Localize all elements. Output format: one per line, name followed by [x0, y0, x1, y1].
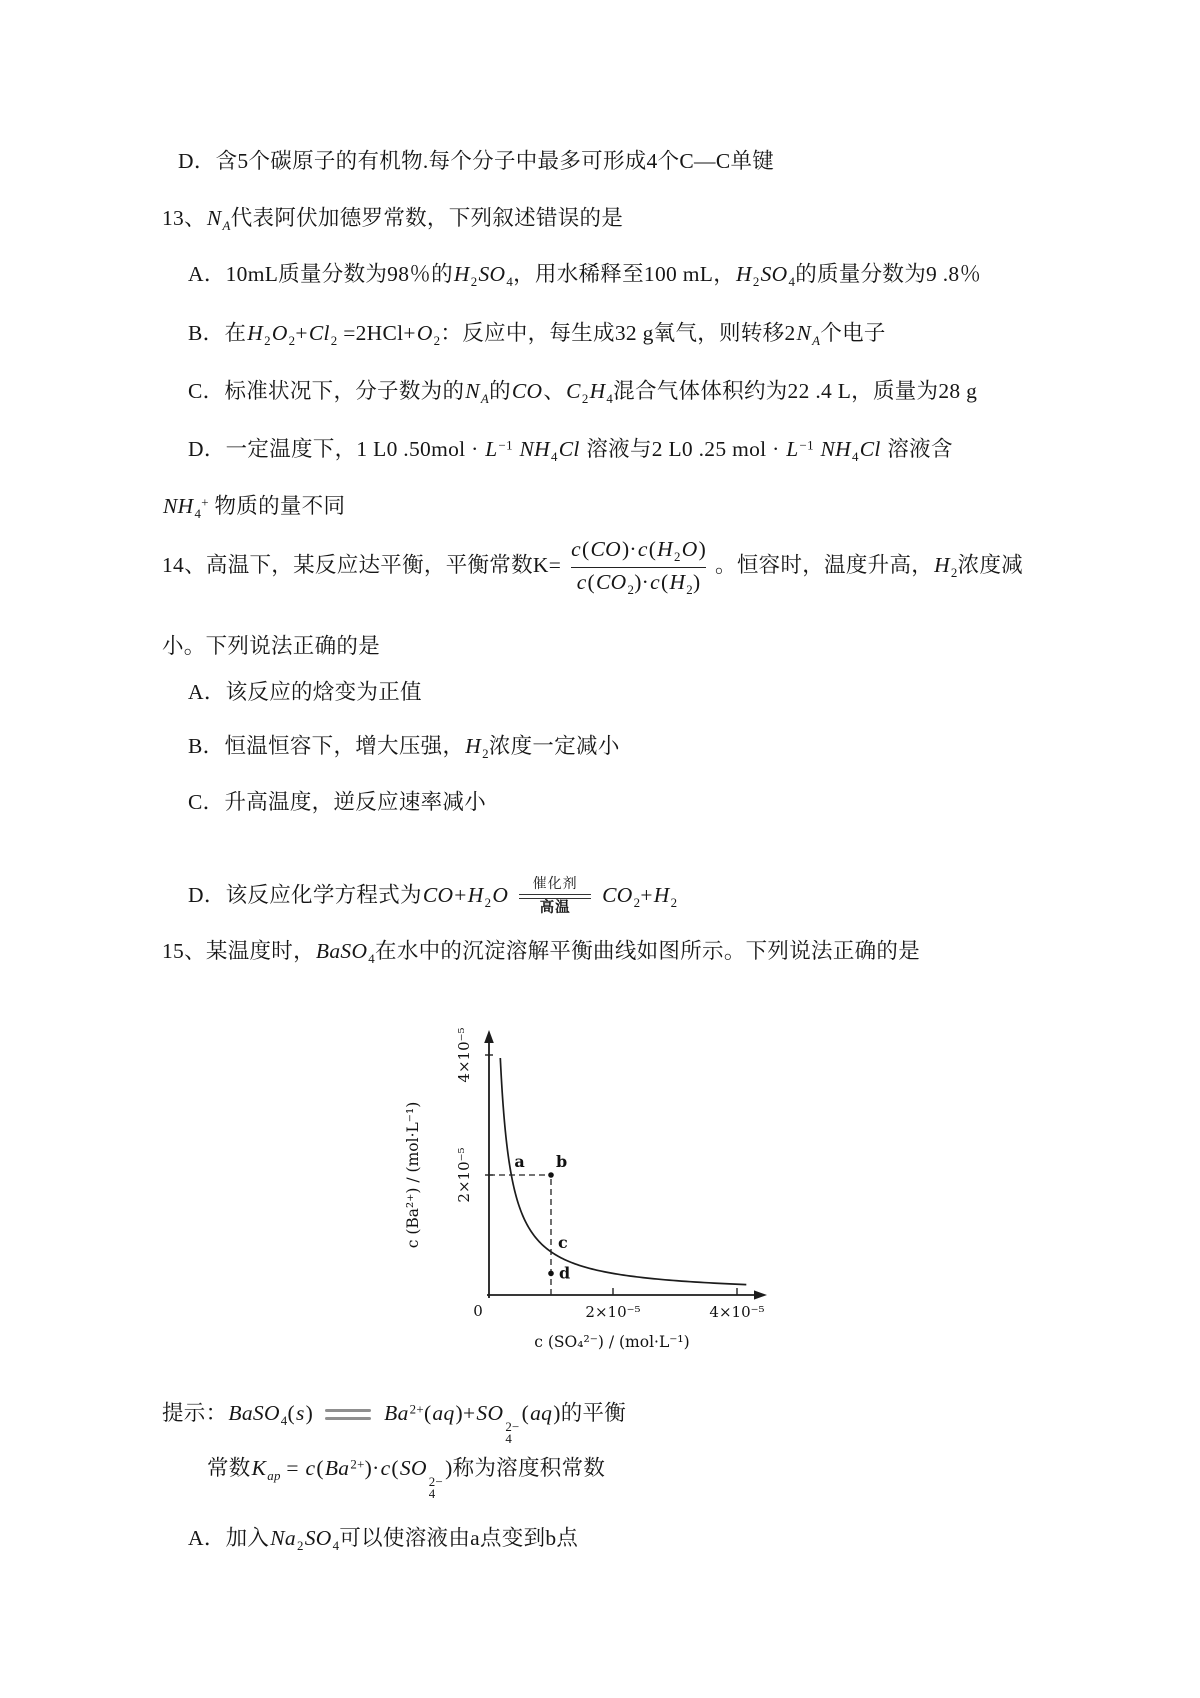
text-segment: 4	[368, 951, 376, 966]
text-segment: )	[553, 1401, 561, 1425]
text-segment: 提示：	[162, 1401, 228, 1425]
text-segment: 4	[606, 391, 614, 406]
text-line-q13d2	[162, 491, 345, 524]
text-segment: BaSO	[315, 939, 368, 963]
text-segment: (	[391, 1456, 399, 1480]
fraction-numerator	[565, 536, 711, 567]
y-axis-tick-label: 4×10⁻⁵	[455, 1027, 473, 1083]
text-segment: ap	[267, 1468, 281, 1483]
text-segment: )	[693, 569, 701, 594]
text-segment: C	[566, 379, 581, 403]
equilibrium-arrow-icon	[325, 1408, 371, 1421]
text-segment: NH	[163, 494, 194, 518]
text-segment: Cl	[558, 437, 580, 461]
x-axis-tick-label: 2×10⁻⁵	[585, 1303, 641, 1321]
text-segment: SO	[399, 1456, 427, 1480]
text-segment: )+	[455, 1401, 476, 1425]
text-segment: 代表阿伏加德罗常数，下列叙述错误的是	[230, 206, 624, 230]
text-segment: A	[480, 391, 490, 406]
text-segment: )	[305, 1401, 314, 1425]
text-segment: SO	[304, 1526, 332, 1550]
text-segment: 常数	[207, 1456, 251, 1480]
text-segment: +	[295, 321, 308, 345]
text-segment: A	[812, 333, 821, 348]
text-segment: 、	[543, 379, 566, 403]
text-segment: H	[589, 379, 606, 403]
chart-figure	[394, 1025, 784, 1370]
text-line-q14	[162, 536, 1023, 598]
text-segment: 2	[330, 333, 338, 348]
text-line-q13b	[188, 318, 886, 351]
arrow-top-label: 催化剂	[532, 877, 578, 892]
text-segment: 2	[482, 746, 489, 761]
text-segment: 2	[670, 895, 678, 910]
text-segment: 。恒容时，温度升高，	[715, 553, 934, 578]
text-segment: c	[650, 569, 660, 594]
text-segment: )	[445, 1456, 453, 1480]
text-segment: H	[453, 262, 470, 286]
text-segment: 2	[288, 333, 296, 348]
reaction-condition-arrow	[519, 878, 591, 916]
point-label-b: b	[556, 1152, 568, 1171]
text-segment: Na	[270, 1526, 296, 1550]
text-segment: ：反应中，每生成32 g氧气，则转移2	[440, 321, 796, 345]
text-segment: SO	[760, 262, 788, 286]
text-segment: 的质量分数为9 .8％	[795, 262, 982, 286]
sub-sup-stack	[505, 1421, 519, 1446]
text-segment: 4	[332, 1538, 340, 1553]
text-line-q15a	[188, 1523, 578, 1556]
text-segment: SO	[478, 262, 506, 286]
text-line-q13c	[188, 376, 977, 409]
text-line-q14b	[188, 731, 620, 764]
text-segment: ，用水稀释至100 mL，	[513, 262, 735, 286]
stack-subscript: 4	[505, 1432, 513, 1447]
text-segment: 的	[489, 379, 511, 403]
text-segment: N	[796, 321, 812, 345]
text-line-q12d	[178, 146, 774, 177]
text-line-q14a	[188, 677, 422, 708]
text-segment: 4	[506, 274, 514, 289]
text-segment: 4	[280, 1413, 288, 1428]
text-segment: c	[305, 1456, 316, 1480]
text-segment: aq	[530, 1401, 553, 1425]
text-segment: O	[681, 537, 698, 561]
text-segment: 在水中的沉淀溶解平衡曲线如图所示。下列说法正确的是	[375, 939, 921, 963]
text-segment: 可以使溶液由a点变到b点	[339, 1526, 579, 1550]
text-segment: H	[657, 537, 673, 561]
text-segment: +	[640, 882, 653, 907]
y-axis-tick-label: 2×10⁻⁵	[455, 1147, 473, 1203]
text-segment	[814, 437, 820, 461]
text-line-hint	[162, 1398, 626, 1446]
text-segment: O	[271, 321, 288, 345]
text-segment: 小。下列说法正确的是	[162, 634, 381, 658]
text-segment: A	[222, 218, 231, 233]
text-segment: (	[660, 569, 669, 594]
text-segment: NH	[519, 437, 550, 461]
text-segment: (	[648, 537, 657, 561]
text-segment: H	[467, 882, 484, 907]
text-segment: s	[296, 1401, 305, 1425]
point-label-d: d	[559, 1263, 571, 1283]
text-segment: 14、高温下，某反应达平衡，平衡常数K=	[162, 553, 562, 578]
text-segment: c	[576, 569, 587, 594]
solubility-equilibrium-curve	[500, 1058, 746, 1285]
text-segment: A．加入	[188, 1526, 270, 1550]
solubility-chart	[394, 1025, 784, 1370]
x-axis-title: c (SO₄²⁻) / (mol·L⁻¹)	[534, 1333, 690, 1351]
stack-superscript: 2−	[428, 1475, 444, 1490]
text-segment: L	[786, 437, 799, 461]
text-segment: H	[934, 553, 950, 578]
text-segment: )·	[364, 1456, 380, 1480]
text-segment: 2	[433, 333, 441, 348]
arrow-shaft	[519, 894, 591, 899]
text-segment: 15、某温度时，	[162, 939, 315, 963]
fraction	[565, 536, 711, 598]
text-segment: 2	[470, 274, 478, 289]
text-segment: 2+	[350, 1457, 365, 1472]
text-segment: A．该反应的焓变为正值	[188, 680, 422, 704]
text-segment: CO	[590, 537, 621, 561]
text-segment: H	[669, 569, 686, 594]
stack-subscript: 4	[428, 1487, 436, 1502]
text-segment: 2+	[409, 1402, 424, 1417]
text-segment: 2	[674, 549, 681, 564]
text-segment: B．恒温恒容下，增大压强，	[188, 734, 465, 758]
text-segment: C．升高温度，逆反应速率减小	[188, 790, 487, 814]
text-line-q14d	[188, 878, 677, 916]
text-segment: Cl	[859, 437, 881, 461]
text-segment: D．含5个碳原子的有机物.每个分子中最多可形成4个C—C单键	[178, 149, 775, 173]
text-segment: BaSO	[228, 1401, 280, 1425]
text-line-q14cont	[162, 631, 380, 662]
text-segment: 2	[627, 582, 635, 597]
text-segment: (	[316, 1456, 324, 1480]
text-segment: 的平衡	[560, 1401, 627, 1425]
text-segment: (	[582, 537, 590, 561]
point-label-a: a	[514, 1152, 525, 1171]
text-segment: 4	[788, 274, 796, 289]
text-segment: H	[736, 262, 752, 286]
stack-superscript: 2−	[505, 1420, 520, 1435]
text-line-q14c	[188, 787, 486, 818]
text-segment: N	[465, 379, 480, 403]
data-point-d	[548, 1271, 554, 1277]
text-segment: (	[423, 1401, 432, 1425]
text-segment: NH	[820, 437, 851, 461]
y-axis-arrowhead	[484, 1030, 494, 1043]
text-line-q13a	[188, 259, 981, 292]
text-segment: +	[454, 882, 467, 907]
text-segment: =	[280, 1456, 305, 1480]
text-segment: (	[587, 569, 595, 594]
text-segment: K	[251, 1456, 267, 1480]
text-segment: )·	[621, 537, 637, 561]
text-segment: 2	[264, 333, 271, 348]
text-segment: D．该反应化学方程式为	[188, 882, 422, 907]
text-segment: 2	[581, 391, 589, 406]
text-segment: CO	[596, 569, 627, 594]
text-segment: 2	[484, 895, 492, 910]
point-label-c: c	[558, 1232, 568, 1252]
text-segment: 2	[296, 1538, 304, 1553]
text-segment: 个电子	[820, 321, 886, 345]
text-segment: 浓度一定减小	[488, 734, 620, 758]
text-segment: 2	[633, 895, 641, 910]
text-segment: Ba	[384, 1401, 409, 1425]
text-segment: H	[465, 734, 482, 758]
text-segment: H	[247, 321, 264, 345]
text-segment: C．标准状况下，分子数为的	[188, 379, 465, 403]
text-segment: 4	[194, 506, 202, 521]
text-segment: Ba	[324, 1456, 350, 1480]
text-segment: 4	[852, 449, 859, 464]
text-segment: +	[201, 495, 209, 510]
text-line-q15	[162, 936, 920, 969]
text-segment: 物质的量不同	[208, 494, 346, 518]
data-point-b	[548, 1172, 554, 1178]
text-segment: L	[485, 437, 498, 461]
text-segment: 2	[950, 565, 958, 580]
text-segment: CO	[422, 882, 454, 907]
text-segment: =2HCl+	[337, 321, 416, 345]
text-segment: −1	[799, 438, 814, 453]
text-segment: c	[571, 537, 581, 561]
text-segment: 13、	[162, 206, 206, 230]
text-segment: A．10mL质量分数为98％的	[188, 262, 453, 286]
text-segment: 溶液与2 L0 .25 mol ·	[580, 437, 786, 461]
text-segment: 溶液含	[881, 437, 953, 461]
text-segment: 混合气体体积约为22 .4 L，质量为28 g	[613, 379, 978, 403]
text-segment: 2	[686, 582, 694, 597]
text-segment	[513, 437, 519, 461]
text-segment: c	[637, 537, 648, 561]
text-segment: O	[492, 882, 509, 907]
text-segment: B．在	[188, 321, 247, 345]
sub-sup-stack	[429, 1476, 443, 1501]
fraction-denominator	[571, 567, 706, 599]
x-axis-tick-label: 4×10⁻⁵	[709, 1303, 765, 1321]
text-segment: c	[380, 1456, 391, 1480]
text-segment: −1	[498, 438, 513, 453]
text-segment: CO	[602, 882, 633, 907]
text-segment: 称为溶度积常数	[452, 1456, 606, 1480]
text-segment: 4	[551, 449, 558, 464]
text-segment: 浓度减	[957, 553, 1024, 578]
text-segment: O	[416, 321, 433, 345]
text-segment: N	[206, 206, 222, 230]
text-segment: SO	[476, 1401, 504, 1425]
text-segment: H	[653, 882, 670, 907]
text-segment: )	[698, 537, 707, 561]
text-segment: 2	[752, 274, 760, 289]
text-segment: (	[521, 1401, 530, 1425]
text-segment: Cl	[308, 321, 330, 345]
text-line-q13	[162, 203, 623, 236]
text-segment: D．一定温度下，1 L0 .50mol ·	[188, 437, 485, 461]
origin-label: 0	[473, 1302, 483, 1320]
text-segment: (	[287, 1401, 295, 1425]
arrow-bottom-label: 高温	[539, 899, 571, 916]
text-line-q13d	[188, 434, 953, 467]
text-segment: )·	[634, 569, 650, 594]
x-axis-arrowhead	[754, 1290, 767, 1299]
text-segment: aq	[432, 1401, 455, 1425]
text-segment: CO	[511, 379, 543, 403]
y-axis-title: c (Ba²⁺) / (mol·L⁻¹)	[404, 1101, 422, 1249]
text-line-hint2	[207, 1453, 605, 1501]
